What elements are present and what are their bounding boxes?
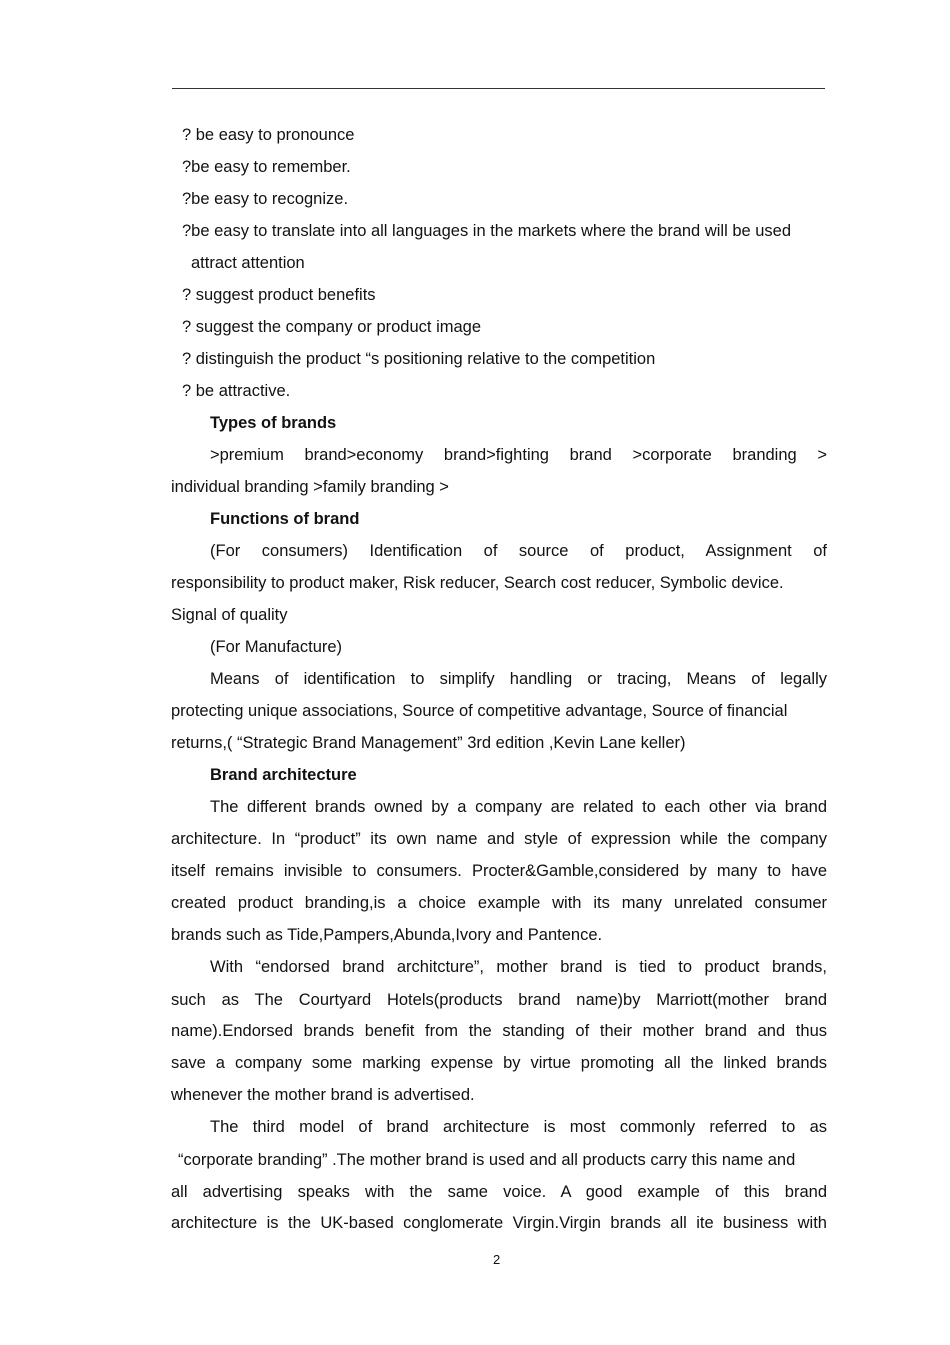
functions-consumers-line: responsibility to product maker, Risk reducer, Search cost reducer, Symbolic device. <box>171 574 784 592</box>
paragraph-line: architecture is the UK-based conglomerate Virgin.Virgin brands all ite business with <box>171 1214 827 1232</box>
paragraph-line: With “endorsed brand architcture”, mother brand is tied to product brands, <box>210 958 827 976</box>
bullet-item: ?be easy to recognize. <box>182 190 349 208</box>
paragraph-line: The different brands owned by a company are related to each other via brand <box>210 798 827 816</box>
bullet-item: ? be attractive. <box>182 382 291 400</box>
paragraph-line: itself remains invisible to consumers. Procter&Gamble,considered by many to have <box>171 862 827 880</box>
functions-manufacture-line: returns,( “Strategic Brand Management” 3rd edition ,Kevin Lane keller) <box>171 734 686 752</box>
functions-heading: Functions of brand <box>210 510 360 528</box>
functions-manufacture-label: (For Manufacture) <box>210 638 343 656</box>
architecture-heading: Brand architecture <box>210 766 357 784</box>
bullet-item: ? distinguish the product “s positioning relative to the competition <box>182 350 656 368</box>
paragraph-line: architecture. In “product” its own name and style of expression while the company <box>171 830 827 848</box>
page-number: 2 <box>493 1252 501 1267</box>
paragraph-line: save a company some marking expense by virtue promoting all the linked brands <box>171 1054 827 1072</box>
functions-manufacture-line: protecting unique associations, Source of competitive advantage, Source of financial <box>171 702 788 720</box>
types-heading: Types of brands <box>210 414 337 432</box>
types-line: individual branding >family branding > <box>171 478 449 496</box>
paragraph-line: “corporate branding” .The mother brand is used and all products carry this name and <box>178 1151 796 1169</box>
functions-manufacture-line: Means of identification to simplify handling or tracing, Means of legally <box>210 670 827 688</box>
bullet-item: ?be easy to translate into all languages in the markets where the brand will be used <box>182 222 792 240</box>
paragraph-line: name).Endorsed brands benefit from the standing of their mother brand and thus <box>171 1022 827 1040</box>
paragraph-line: such as The Courtyard Hotels(products brand name)by Marriott(mother brand <box>171 991 827 1009</box>
paragraph-line: whenever the mother brand is advertised. <box>171 1086 475 1104</box>
paragraph-line: created product branding,is a choice example with its many unrelated consumer <box>171 894 827 912</box>
paragraph-line: all advertising speaks with the same voice. A good example of this brand <box>171 1183 827 1201</box>
paragraph-line: brands such as Tide,Pampers,Abunda,Ivory and Pantence. <box>171 926 603 944</box>
functions-consumers-line: Signal of quality <box>171 606 288 624</box>
bullet-item: ? suggest product benefits <box>182 286 376 304</box>
functions-consumers-line: (For consumers) Identification of source of product, Assignment of <box>210 542 827 560</box>
header-rule <box>172 88 825 89</box>
bullet-item: ? suggest the company or product image <box>182 318 482 336</box>
bullet-item: ? be easy to pronounce <box>182 126 355 144</box>
bullet-item: attract attention <box>191 254 305 272</box>
bullet-item: ?be easy to remember. <box>182 158 351 176</box>
paragraph-line: The third model of brand architecture is most commonly referred to as <box>210 1118 827 1136</box>
types-line: >premium brand>economy brand>fighting brand >corporate branding > <box>210 446 827 464</box>
